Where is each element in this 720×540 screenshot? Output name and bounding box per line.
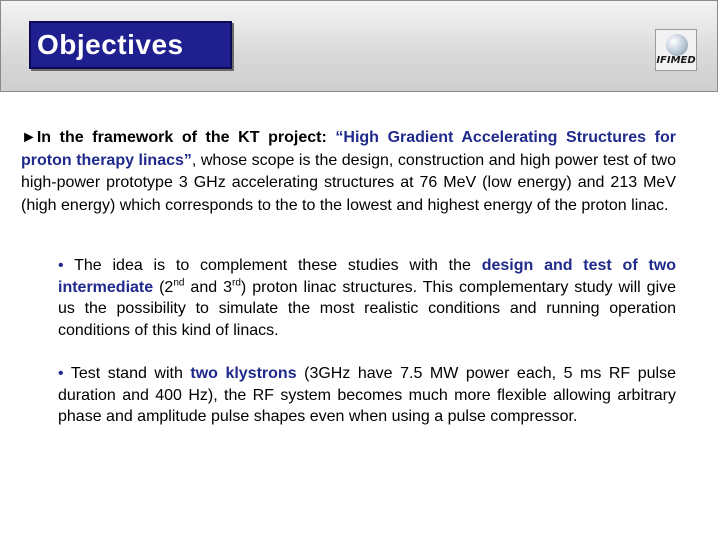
para1-highlight: “High Gradient Accelerating Structures for proton therapy linacs” <box>21 129 677 169</box>
bullet-dot-icon: • <box>58 365 64 382</box>
title-box <box>29 21 232 69</box>
para2-sup-1: nd <box>173 277 185 289</box>
para2-text-4: ) proton linac structures. This complementary study will give us the possibility to simulate the most realistic conditions and running operation conditions of this kind of linacs. <box>58 278 677 339</box>
para2-text-2: (2 <box>153 278 174 296</box>
paragraph-test-stand <box>58 363 676 428</box>
para2-sup-2: rd <box>232 277 241 289</box>
para2-text-3: and 3 <box>184 278 232 296</box>
para3-text-1: Test stand with <box>63 365 191 382</box>
slide-header <box>0 0 718 92</box>
para1-rest: , whose scope is the design, construction and high power test of two high-power prototype 3 GHz accelerating structures at 76 MeV (low energy) and 213 MeV (high energy) which corresponds to the to the lowest and highest energy of the proton linac. <box>21 151 676 214</box>
para2-text-1: The idea is to complement these studies with the <box>63 257 482 274</box>
page-title: Objectives <box>37 29 184 60</box>
para1-intro: In the framework of the KT project: <box>36 129 336 146</box>
globe-icon <box>666 34 688 56</box>
para3-highlight: two klystrons <box>190 365 297 382</box>
paragraph-kt-project <box>21 127 676 217</box>
para3-text-2: (3GHz have 7.5 MW power each, 5 ms RF pulse duration and 400 Hz), the RF system becomes much more flexible allowing arbitrary phase and amplitude pulse shapes even when using a pulse compressor. <box>58 365 676 425</box>
para2-highlight: design and test of two intermediate <box>58 257 677 296</box>
ifimed-logo <box>655 29 697 71</box>
paragraph-idea <box>58 255 676 341</box>
bullet-dot-icon: • <box>58 257 64 274</box>
logo-text: IFIMED <box>656 55 696 66</box>
arrow-bullet-icon: ► <box>21 129 37 146</box>
